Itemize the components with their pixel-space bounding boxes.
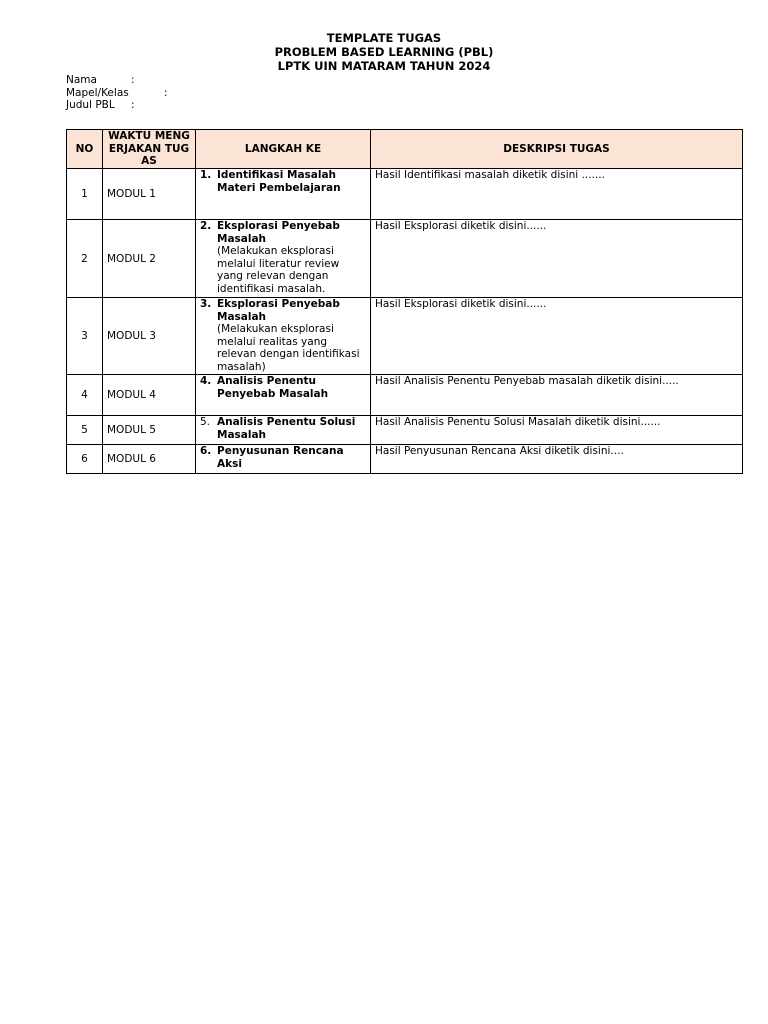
- row-langkah: [196, 445, 371, 474]
- row-waktu: MODUL 4: [103, 375, 196, 416]
- header-no: NO: [67, 130, 103, 169]
- step-number: 3.: [200, 298, 212, 310]
- row-deskripsi: [371, 375, 743, 416]
- table-row: [67, 298, 743, 375]
- table-row: [67, 375, 743, 416]
- step-note: (Melakukan eksplorasi melalui realitas yang relevan dengan identifikasi masalah): [217, 323, 360, 373]
- row-langkah: [196, 298, 371, 375]
- row-no: 3: [67, 298, 103, 375]
- field-judul-pbl: [66, 99, 135, 112]
- row-deskripsi: [371, 298, 743, 375]
- row-waktu: MODUL 2: [103, 220, 196, 298]
- step-number: 5.: [200, 416, 211, 428]
- field-nama: [66, 74, 135, 87]
- field-label: Mapel/Kelas: [66, 86, 129, 99]
- table-header-row: [67, 130, 743, 169]
- step-number: 1.: [200, 169, 212, 181]
- task-description: Hasil Analisis Penentu Penyebab masalah diketik disini.....: [375, 375, 679, 387]
- task-description: Hasil Identifikasi masalah diketik disini .......: [375, 169, 605, 181]
- header-waktu: WAKTU MENGERJAKAN TUGAS: [103, 130, 196, 169]
- field-mapel-kelas: [66, 86, 168, 100]
- row-no: 6: [67, 445, 103, 474]
- row-deskripsi: [371, 220, 743, 298]
- row-no: 4: [67, 375, 103, 416]
- field-label: Judul PBL: [66, 99, 115, 111]
- row-waktu: MODUL 1: [103, 169, 196, 220]
- header-langkah: LANGKAH KE: [196, 130, 371, 169]
- step-number: 4.: [200, 375, 212, 387]
- header-deskripsi: DESKRIPSI TUGAS: [371, 130, 743, 169]
- field-label: Nama: [66, 74, 97, 86]
- table-row: [67, 416, 743, 445]
- step-title: Eksplorasi Penyebab Masalah: [217, 298, 340, 323]
- table-row: [67, 445, 743, 474]
- row-no: 1: [67, 169, 103, 220]
- step-note: (Melakukan eksplorasi melalui literatur review yang relevan dengan identifikasi masalah.: [217, 245, 340, 295]
- step-title: Eksplorasi Penyebab Masalah: [217, 220, 340, 245]
- row-langkah: [196, 220, 371, 298]
- row-no: 5: [67, 416, 103, 445]
- step-title: Analisis Penentu Penyebab Masalah: [217, 375, 329, 400]
- row-deskripsi: [371, 416, 743, 445]
- identity-fields: [66, 74, 168, 112]
- row-waktu: MODUL 6: [103, 445, 196, 474]
- task-table: [66, 129, 743, 474]
- step-title: Identifikasi Masalah Materi Pembelajaran: [217, 169, 341, 194]
- field-colon: :: [131, 74, 135, 86]
- step-title: Analisis Penentu Solusi Masalah: [217, 416, 356, 441]
- document-header: [0, 31, 768, 73]
- field-colon: :: [131, 99, 135, 111]
- row-deskripsi: [371, 169, 743, 220]
- field-colon: :: [164, 86, 168, 99]
- step-title: Penyusunan Rencana Aksi: [217, 445, 344, 470]
- row-langkah: [196, 375, 371, 416]
- table-row: [67, 220, 743, 298]
- row-langkah: [196, 416, 371, 445]
- step-number: 2.: [200, 220, 212, 232]
- row-waktu: MODUL 5: [103, 416, 196, 445]
- row-no: 2: [67, 220, 103, 298]
- task-description: Hasil Eksplorasi diketik disini......: [375, 220, 547, 232]
- header-institution: LPTK UIN MATARAM TAHUN 2024: [277, 59, 491, 73]
- header-subtitle: PROBLEM BASED LEARNING (PBL): [274, 45, 494, 59]
- task-description: Hasil Penyusunan Rencana Aksi diketik disini....: [375, 445, 624, 457]
- task-description: Hasil Analisis Penentu Solusi Masalah diketik disini......: [375, 416, 661, 428]
- task-description: Hasil Eksplorasi diketik disini......: [375, 298, 547, 310]
- header-title: TEMPLATE TUGAS: [326, 31, 442, 45]
- table-row: [67, 169, 743, 220]
- step-number: 6.: [200, 445, 212, 457]
- row-langkah: [196, 169, 371, 220]
- row-waktu: MODUL 3: [103, 298, 196, 375]
- row-deskripsi: [371, 445, 743, 474]
